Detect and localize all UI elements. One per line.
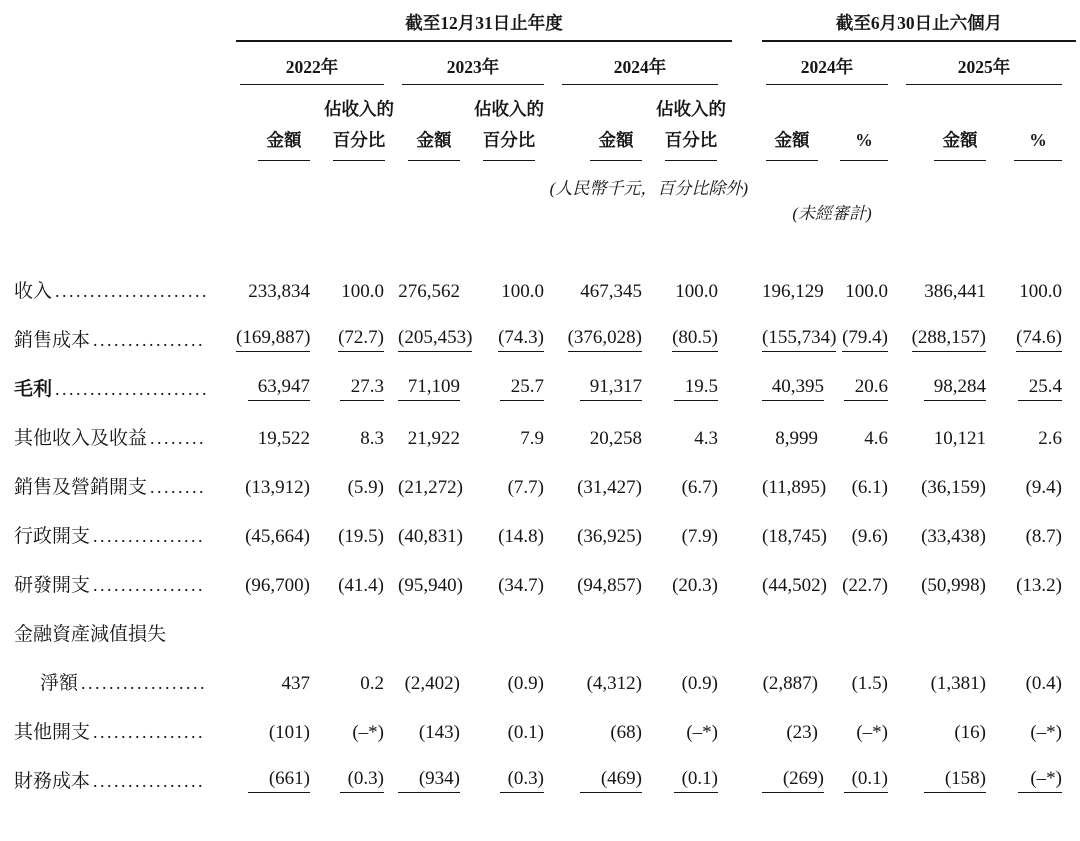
cell-value (474, 610, 558, 659)
cell-value: 98,284 (902, 365, 1000, 414)
amount-header-2024: 金額 (558, 85, 656, 161)
row-label: 其他收入及收益 (14, 427, 148, 449)
row-label-cell (14, 757, 236, 806)
cell-value: (2,402) (404, 672, 460, 694)
year-2024-cell: 2024年 (558, 42, 732, 85)
column-header-row (14, 85, 1076, 161)
cell-value (398, 610, 474, 659)
cell-value: 27.3 (324, 365, 398, 414)
cell-value: (101) (268, 721, 310, 743)
year-2023-cell: 2023年 (398, 42, 558, 85)
year-header-row (14, 42, 1076, 85)
cell-value: 8.3 (360, 427, 384, 449)
cell-value: (36,159) (921, 476, 986, 498)
cell-value: (23) (786, 721, 818, 743)
cell-value: (9.6) (851, 525, 888, 547)
row-label: 研發開支 (14, 574, 91, 596)
cell-value: (45,664) (245, 525, 310, 547)
unaudited-note: (未經審計) (792, 203, 872, 223)
row-label-cell (14, 316, 236, 365)
column-gap (732, 414, 762, 463)
row-label-cell (14, 267, 236, 316)
cell-value: (469) (558, 757, 656, 806)
dot-leader (81, 674, 206, 692)
cell-value: (18,745) (762, 525, 827, 547)
amount-header-2023: 金額 (398, 85, 474, 161)
empty-cell (14, 42, 236, 85)
cell-value (832, 610, 902, 659)
cell-value: (79.4) (832, 316, 902, 365)
row-label-cell (14, 708, 236, 757)
cell-value (762, 610, 832, 659)
column-gap (732, 757, 762, 806)
cell-value: 19,522 (257, 427, 310, 449)
pct-of-revenue-label: 佔收入的 (324, 98, 394, 119)
table-row (14, 561, 1076, 610)
cell-value: (269) (762, 757, 832, 806)
cell-value: 100.0 (845, 280, 888, 302)
cell-value: (1,381) (930, 672, 986, 694)
cell-value: 100.0 (341, 280, 384, 302)
currency-units-note: (人民幣千元，百分比除外) (549, 178, 748, 198)
pct-of-revenue-label: 佔收入的 (656, 98, 726, 119)
table-row (14, 365, 1076, 414)
spacer-row (14, 223, 1076, 267)
cell-value: 91,317 (558, 365, 656, 414)
row-label: 淨額 (40, 672, 79, 694)
cell-value: (0.9) (507, 672, 544, 694)
cell-value: (31,427) (577, 476, 642, 498)
cell-value: 40,395 (762, 365, 832, 414)
column-gap (732, 659, 762, 708)
year-2022-cell: 2022年 (236, 42, 398, 85)
empty-corner-cell (14, 14, 236, 42)
table-row (14, 512, 1076, 561)
units-note-cell (14, 161, 762, 198)
cell-value: (19.5) (338, 525, 384, 547)
pct-of-revenue-label: 佔收入的 (474, 98, 544, 119)
column-gap (732, 610, 762, 659)
column-gap (732, 85, 762, 161)
pct-symbol-header-2024-interim: % (832, 85, 902, 161)
cell-value: 63,947 (236, 365, 324, 414)
empty-cell (14, 85, 236, 161)
cell-value: (14.8) (498, 525, 544, 547)
cell-value: (96,700) (245, 574, 310, 596)
cell-value: 4.3 (694, 427, 718, 449)
cell-value: 20.6 (832, 365, 902, 414)
cell-value: 100.0 (1019, 280, 1062, 302)
cell-value: (74.6) (1000, 316, 1076, 365)
empty-cell (902, 198, 1076, 223)
interim-period-header: 截至6月30日止六個月 (835, 13, 1003, 33)
annual-group-cell (236, 14, 732, 42)
cell-value: (7.9) (681, 525, 718, 547)
spacer (14, 223, 1076, 267)
cell-value: (22.7) (842, 574, 888, 596)
column-gap (732, 512, 762, 561)
cell-value: 10,121 (933, 427, 986, 449)
column-gap (732, 365, 762, 414)
empty-cell (762, 161, 1076, 198)
cell-value: (13,912) (245, 476, 310, 498)
amount-header-2024-interim: 金額 (762, 85, 832, 161)
pct-header-2023: 佔收入的 百分比 (474, 85, 558, 161)
table-row (14, 316, 1076, 365)
table-row (14, 267, 1076, 316)
cell-value: 100.0 (501, 280, 544, 302)
amount-header-2022: 金額 (236, 85, 324, 161)
table-row (14, 414, 1076, 463)
cell-value: (6.7) (681, 476, 718, 498)
cell-value: 196,129 (762, 280, 824, 302)
cell-value: 7.9 (520, 427, 544, 449)
cell-value: 233,834 (248, 280, 310, 302)
cell-value: (34.7) (498, 574, 544, 596)
cell-value (656, 610, 732, 659)
cell-value: 19.5 (656, 365, 732, 414)
row-label-cell (14, 659, 236, 708)
table-row (14, 757, 1076, 806)
cell-value: (33,438) (921, 525, 986, 547)
cell-value: (–*) (1030, 721, 1062, 743)
cell-value: (0.4) (1025, 672, 1062, 694)
cell-value: (0.3) (474, 757, 558, 806)
unaudited-note-cell (762, 198, 902, 223)
cell-value: (661) (236, 757, 324, 806)
cell-value: 4.6 (864, 427, 888, 449)
cell-value (558, 610, 656, 659)
cell-value: (20.3) (672, 574, 718, 596)
row-label: 金融資產減值損失 (14, 623, 167, 645)
empty-cell (14, 198, 762, 223)
year-2024-interim-cell: 2024年 (762, 42, 902, 85)
cell-value: (155,734) (762, 316, 832, 365)
year-2025-interim-cell: 2025年 (902, 42, 1076, 85)
cell-value: (7.7) (507, 476, 544, 498)
amount-header-2025-interim: 金額 (902, 85, 1000, 161)
cell-value: (376,028) (558, 316, 656, 365)
cell-value: (40,831) (398, 525, 463, 547)
cell-value: 25.7 (474, 365, 558, 414)
cell-value: (11,895) (762, 476, 827, 498)
cell-value: (0.1) (832, 757, 902, 806)
cell-value: (16) (954, 721, 986, 743)
row-label: 銷售及營銷開支 (14, 476, 148, 498)
cell-value: (143) (418, 721, 460, 743)
cell-value: (36,925) (577, 525, 642, 547)
column-gap (732, 42, 762, 85)
cell-value (1000, 610, 1076, 659)
cell-value: 276,562 (398, 280, 460, 302)
cell-value: 100.0 (675, 280, 718, 302)
cell-value: (44,502) (762, 574, 827, 596)
cell-value: (934) (398, 757, 474, 806)
cell-value: (–*) (686, 721, 718, 743)
cell-value: (94,857) (577, 574, 642, 596)
income-statement-table (14, 14, 1076, 806)
cell-value: (80.5) (656, 316, 732, 365)
cell-value: (41.4) (338, 574, 384, 596)
row-label-cell (14, 414, 236, 463)
cell-value: (8.7) (1025, 525, 1062, 547)
annual-period-header: 截至12月31日止年度 (405, 13, 563, 33)
dot-leader (93, 772, 206, 790)
cell-value: (21,272) (398, 476, 463, 498)
cell-value: (0.1) (656, 757, 732, 806)
row-label-cell (14, 610, 236, 659)
cell-value: (50,998) (921, 574, 986, 596)
cell-value: 386,441 (924, 280, 986, 302)
cell-value: 21,922 (407, 427, 460, 449)
row-label-cell (14, 463, 236, 512)
column-gap (732, 463, 762, 512)
cell-value: (74.3) (474, 316, 558, 365)
cell-value: 0.2 (360, 672, 384, 694)
cell-value: (–*) (352, 721, 384, 743)
table-row (14, 659, 1076, 708)
pct-header-2022: 佔收入的 百分比 (324, 85, 398, 161)
cell-value: (13.2) (1016, 574, 1062, 596)
cell-value: (0.1) (507, 721, 544, 743)
cell-value: (95,940) (398, 574, 463, 596)
column-gap (732, 267, 762, 316)
cell-value: 467,345 (580, 280, 642, 302)
cell-value: (4,312) (586, 672, 642, 694)
cell-value: (–*) (1000, 757, 1076, 806)
table-row (14, 463, 1076, 512)
cell-value: (288,157) (902, 316, 1000, 365)
dot-leader (55, 282, 206, 300)
cell-value: (68) (610, 721, 642, 743)
column-gap (732, 708, 762, 757)
cell-value: (169,887) (236, 316, 324, 365)
table-row (14, 708, 1076, 757)
column-gap (732, 14, 762, 42)
cell-value: (5.9) (347, 476, 384, 498)
interim-group-cell (762, 14, 1076, 42)
cell-value (324, 610, 398, 659)
cell-value (236, 610, 324, 659)
column-gap (732, 561, 762, 610)
row-label: 行政開支 (14, 525, 91, 547)
cell-value: (0.9) (681, 672, 718, 694)
cell-value: 8,999 (775, 427, 818, 449)
dot-leader (93, 576, 206, 594)
dot-leader (150, 429, 206, 447)
dot-leader (150, 478, 206, 496)
cell-value: (72.7) (324, 316, 398, 365)
row-label: 其他開支 (14, 721, 91, 743)
table-body (14, 267, 1076, 806)
column-gap (732, 316, 762, 365)
cell-value: 2.6 (1038, 427, 1062, 449)
row-label: 毛利 (14, 378, 53, 400)
row-label-cell (14, 561, 236, 610)
cell-value: (–*) (856, 721, 888, 743)
cell-value: 71,109 (398, 365, 474, 414)
group-header-row (14, 14, 1076, 42)
cell-value (902, 610, 1000, 659)
cell-value: (0.3) (324, 757, 398, 806)
cell-value: (6.1) (851, 476, 888, 498)
cell-value: (9.4) (1025, 476, 1062, 498)
dot-leader (93, 527, 206, 545)
units-note-row (14, 161, 1076, 198)
unaudited-note-row (14, 198, 1076, 223)
row-label-cell (14, 512, 236, 561)
row-label-cell (14, 365, 236, 414)
row-label: 銷售成本 (14, 329, 91, 351)
cell-value: (158) (902, 757, 1000, 806)
cell-value: (205,453) (398, 316, 474, 365)
cell-value: (1.5) (851, 672, 888, 694)
table-row (14, 610, 1076, 659)
dot-leader (93, 331, 206, 349)
cell-value: 20,258 (589, 427, 642, 449)
dot-leader (93, 723, 206, 741)
row-label: 收入 (14, 280, 53, 302)
pct-symbol-header-2025-interim: % (1000, 85, 1076, 161)
cell-value: 437 (281, 672, 310, 694)
pct-header-2024: 佔收入的 百分比 (656, 85, 732, 161)
row-label: 財務成本 (14, 770, 91, 792)
cell-value: 25.4 (1000, 365, 1076, 414)
cell-value: (2,887) (762, 672, 818, 694)
dot-leader (55, 380, 206, 398)
